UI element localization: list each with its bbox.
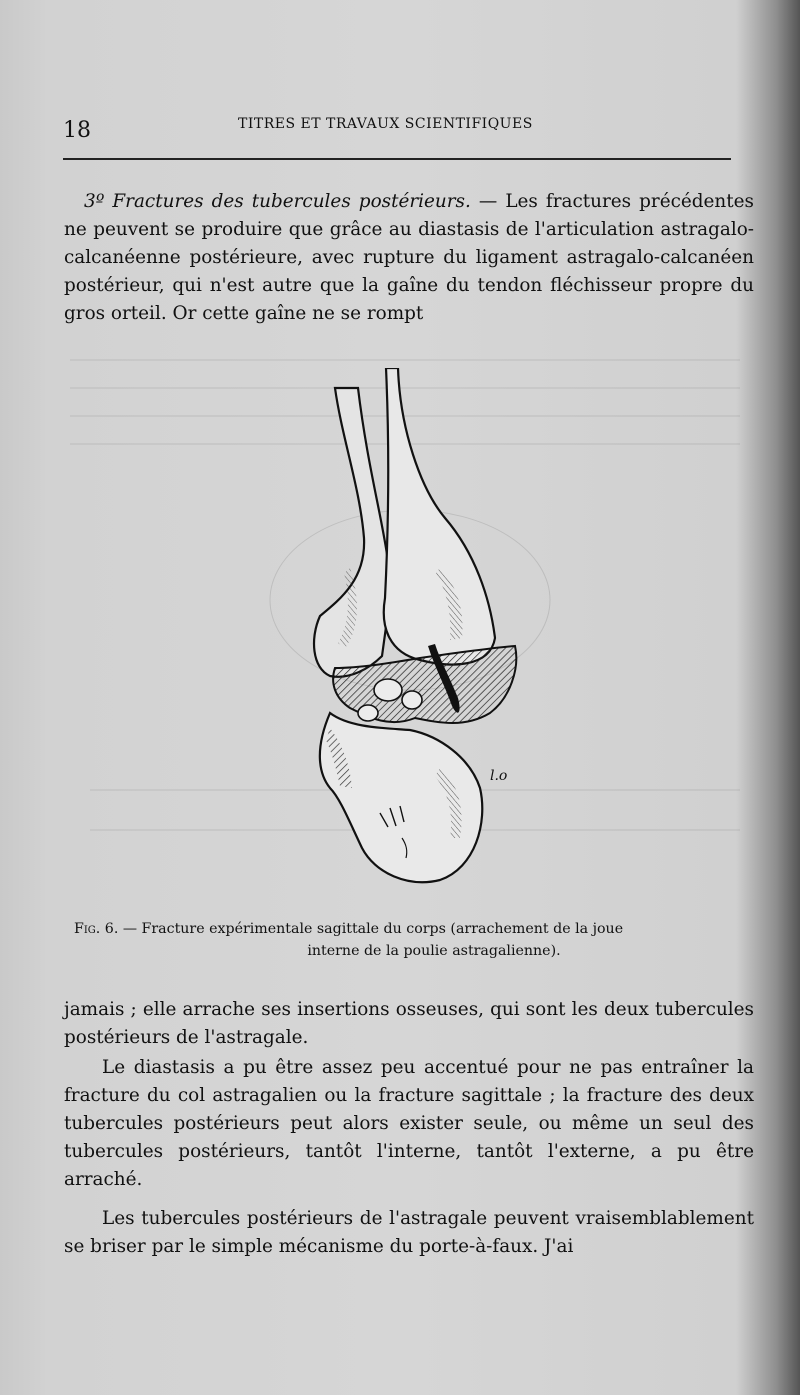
paragraph-4: Les tubercules postérieurs de l'astragale peuvent vraisemblablement se briser par le simple mécanisme du porte-à-faux. J'ai (64, 1208, 754, 1257)
paragraph-1 (64, 188, 754, 328)
figure-label: Fig. 6. (74, 921, 119, 937)
figure-ankle-illustration (290, 368, 540, 908)
page-number: 18 (63, 118, 91, 143)
header-rule (63, 158, 731, 160)
page-header (63, 112, 733, 142)
caption-line-2: interne de la poulie astragalienne). (307, 943, 561, 959)
caption-line-1: — Fracture expérimentale sagittale du corps (arrachement de la joue (118, 921, 624, 937)
figure-annotation: l.o (490, 768, 508, 784)
running-title: TITRES ET TRAVAUX SCIENTIFIQUES (238, 116, 533, 132)
paragraph-1-text: — Les fractures précédentes ne peuvent se produire que grâce au diastasis de l'articulation astragalo-calcanéenne postérieure, avec rupture du ligament astragalo-calcanéen postérieur, qui n'est autre que la gaîne du tendon fléchisseur propre du gros orteil. Or cette gaîne ne se rompt (64, 191, 754, 324)
ankle-bone-drawing (290, 368, 540, 908)
figure-caption (74, 918, 754, 962)
paragraph-2: jamais ; elle arrache ses insertions osseuses, qui sont les deux tubercules postérieurs de l'astragale. (64, 999, 754, 1048)
section-heading: 3º Fractures des tubercules postérieurs. (84, 191, 471, 212)
paragraph-3: Le diastasis a pu être assez peu accentué pour ne pas entraîner la fracture du col astragalien ou la fracture sagittale ; la fracture des deux tubercules postérieurs peut alors exister seule, ou même un seul des tubercules postérieurs, tantôt l'interne, tantôt l'externe, a pu être arraché. (64, 1057, 754, 1190)
